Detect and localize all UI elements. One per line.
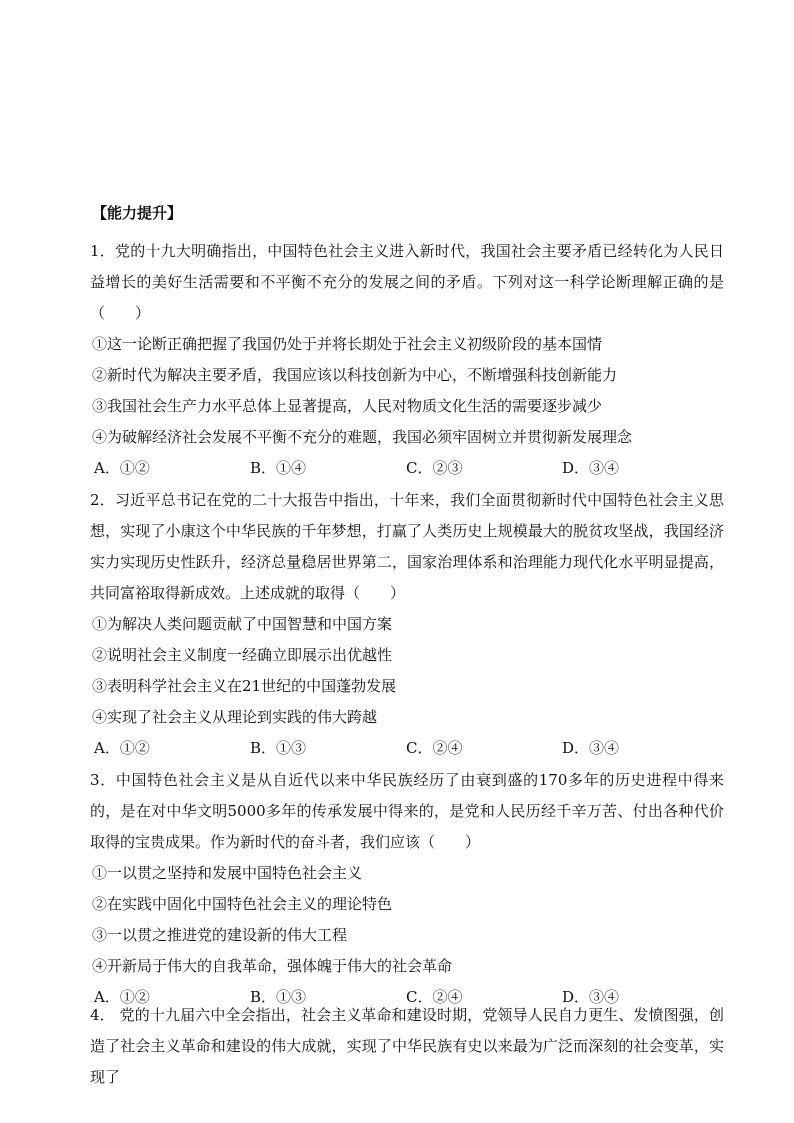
statement-list bbox=[90, 858, 724, 982]
question-stem: 1．党的十九大明确指出，中国特色社会主义进入新时代，我国社会主要矛盾已经转化为人民日益增长的美好生活需要和不平衡不充分的发展之间的矛盾。下列对这一科学论断理解正确的是（ ） bbox=[90, 242, 724, 322]
option-b: B．①③ bbox=[250, 988, 307, 1006]
statement-item: ③我国社会生产力水平总体上显著提高，人民对物质文化生活的需要逐步减少 bbox=[92, 397, 603, 415]
option-a: A．①② bbox=[94, 739, 150, 757]
option-c: C．②③ bbox=[406, 459, 463, 477]
statement-item: ④为破解经济社会发展不平衡不充分的难题，我国必须牢固树立并贯彻新发展理念 bbox=[92, 428, 633, 446]
statement-list bbox=[90, 329, 724, 453]
question-2 bbox=[90, 485, 724, 764]
statement-item: ③一以贯之推进党的建设新的伟大工程 bbox=[92, 926, 348, 944]
answer-options bbox=[90, 733, 724, 764]
statement-item: ②说明社会主义制度一经确立即展示出优越性 bbox=[92, 646, 393, 664]
statement-item: ③表明科学社会主义在21世纪的中国蓬勃发展 bbox=[92, 677, 397, 695]
option-c: C．②④ bbox=[406, 988, 463, 1006]
option-d: D．③④ bbox=[562, 988, 620, 1006]
statement-item: ②在实践中固化中国特色社会主义的理论特色 bbox=[92, 895, 393, 913]
section-title: 【能力提升】 bbox=[92, 204, 183, 222]
option-b: B．①③ bbox=[250, 739, 307, 757]
option-d: D．③④ bbox=[562, 739, 620, 757]
option-a: A．①② bbox=[94, 988, 150, 1006]
question-stem: 3．中国特色社会主义是从自近代以来中华民族经历了由衰到盛的170多年的历史进程中得来的，是在对中华文明5000多年的传承发展中得来的，是党和人民历经千辛万苦、付出各种代价取得的宝贵成果。作为新时代的奋斗者，我们应该（ ） bbox=[90, 771, 724, 851]
statement-item: ④开新局于伟大的自我革命，强体魄于伟大的社会革命 bbox=[92, 957, 453, 975]
option-b: B．①④ bbox=[250, 459, 307, 477]
answer-options bbox=[90, 453, 724, 484]
question-1 bbox=[90, 236, 724, 484]
option-a: A．①② bbox=[94, 459, 150, 477]
statement-item: ①一以贯之坚持和发展中国特色社会主义 bbox=[92, 864, 363, 882]
option-d: D．③④ bbox=[562, 459, 620, 477]
question-stem: 2．习近平总书记在党的二十大报告中指出，十年来，我们全面贯彻新时代中国特色社会主义思想，实现了小康这个中华民族的千年梦想，打赢了人类历史上规模最大的脱贫攻坚战，我国经济实力实现历史性跃升，经济总量稳居世界第二，国家治理体系和治理能力现代化水平明显提高，共同富裕取得新成效。上述成就的取得（ ） bbox=[90, 491, 724, 602]
statement-item: ①为解决人类问题贡献了中国智慧和中国方案 bbox=[92, 615, 393, 633]
statement-list bbox=[90, 609, 724, 733]
option-c: C．②④ bbox=[406, 739, 463, 757]
question-stem: 4． 党的十九届六中全会指出，社会主义革命和建设时期，党领导人民自力更生、发愤图强，创造了社会主义革命和建设的伟大成就，实现了中华民族有史以来最为广泛而深刻的社会变革，实现了 bbox=[90, 1006, 724, 1086]
statement-item: ①这一论断正确把握了我国仍处于并将长期处于社会主义初级阶段的基本国情 bbox=[92, 335, 603, 353]
statement-item: ④实现了社会主义从理论到实践的伟大跨越 bbox=[92, 708, 378, 726]
statement-item: ②新时代为解决主要矛盾，我国应该以科技创新为中心，不断增强科技创新能力 bbox=[92, 366, 618, 384]
question-3 bbox=[90, 765, 724, 1013]
question-4 bbox=[90, 1000, 724, 1093]
